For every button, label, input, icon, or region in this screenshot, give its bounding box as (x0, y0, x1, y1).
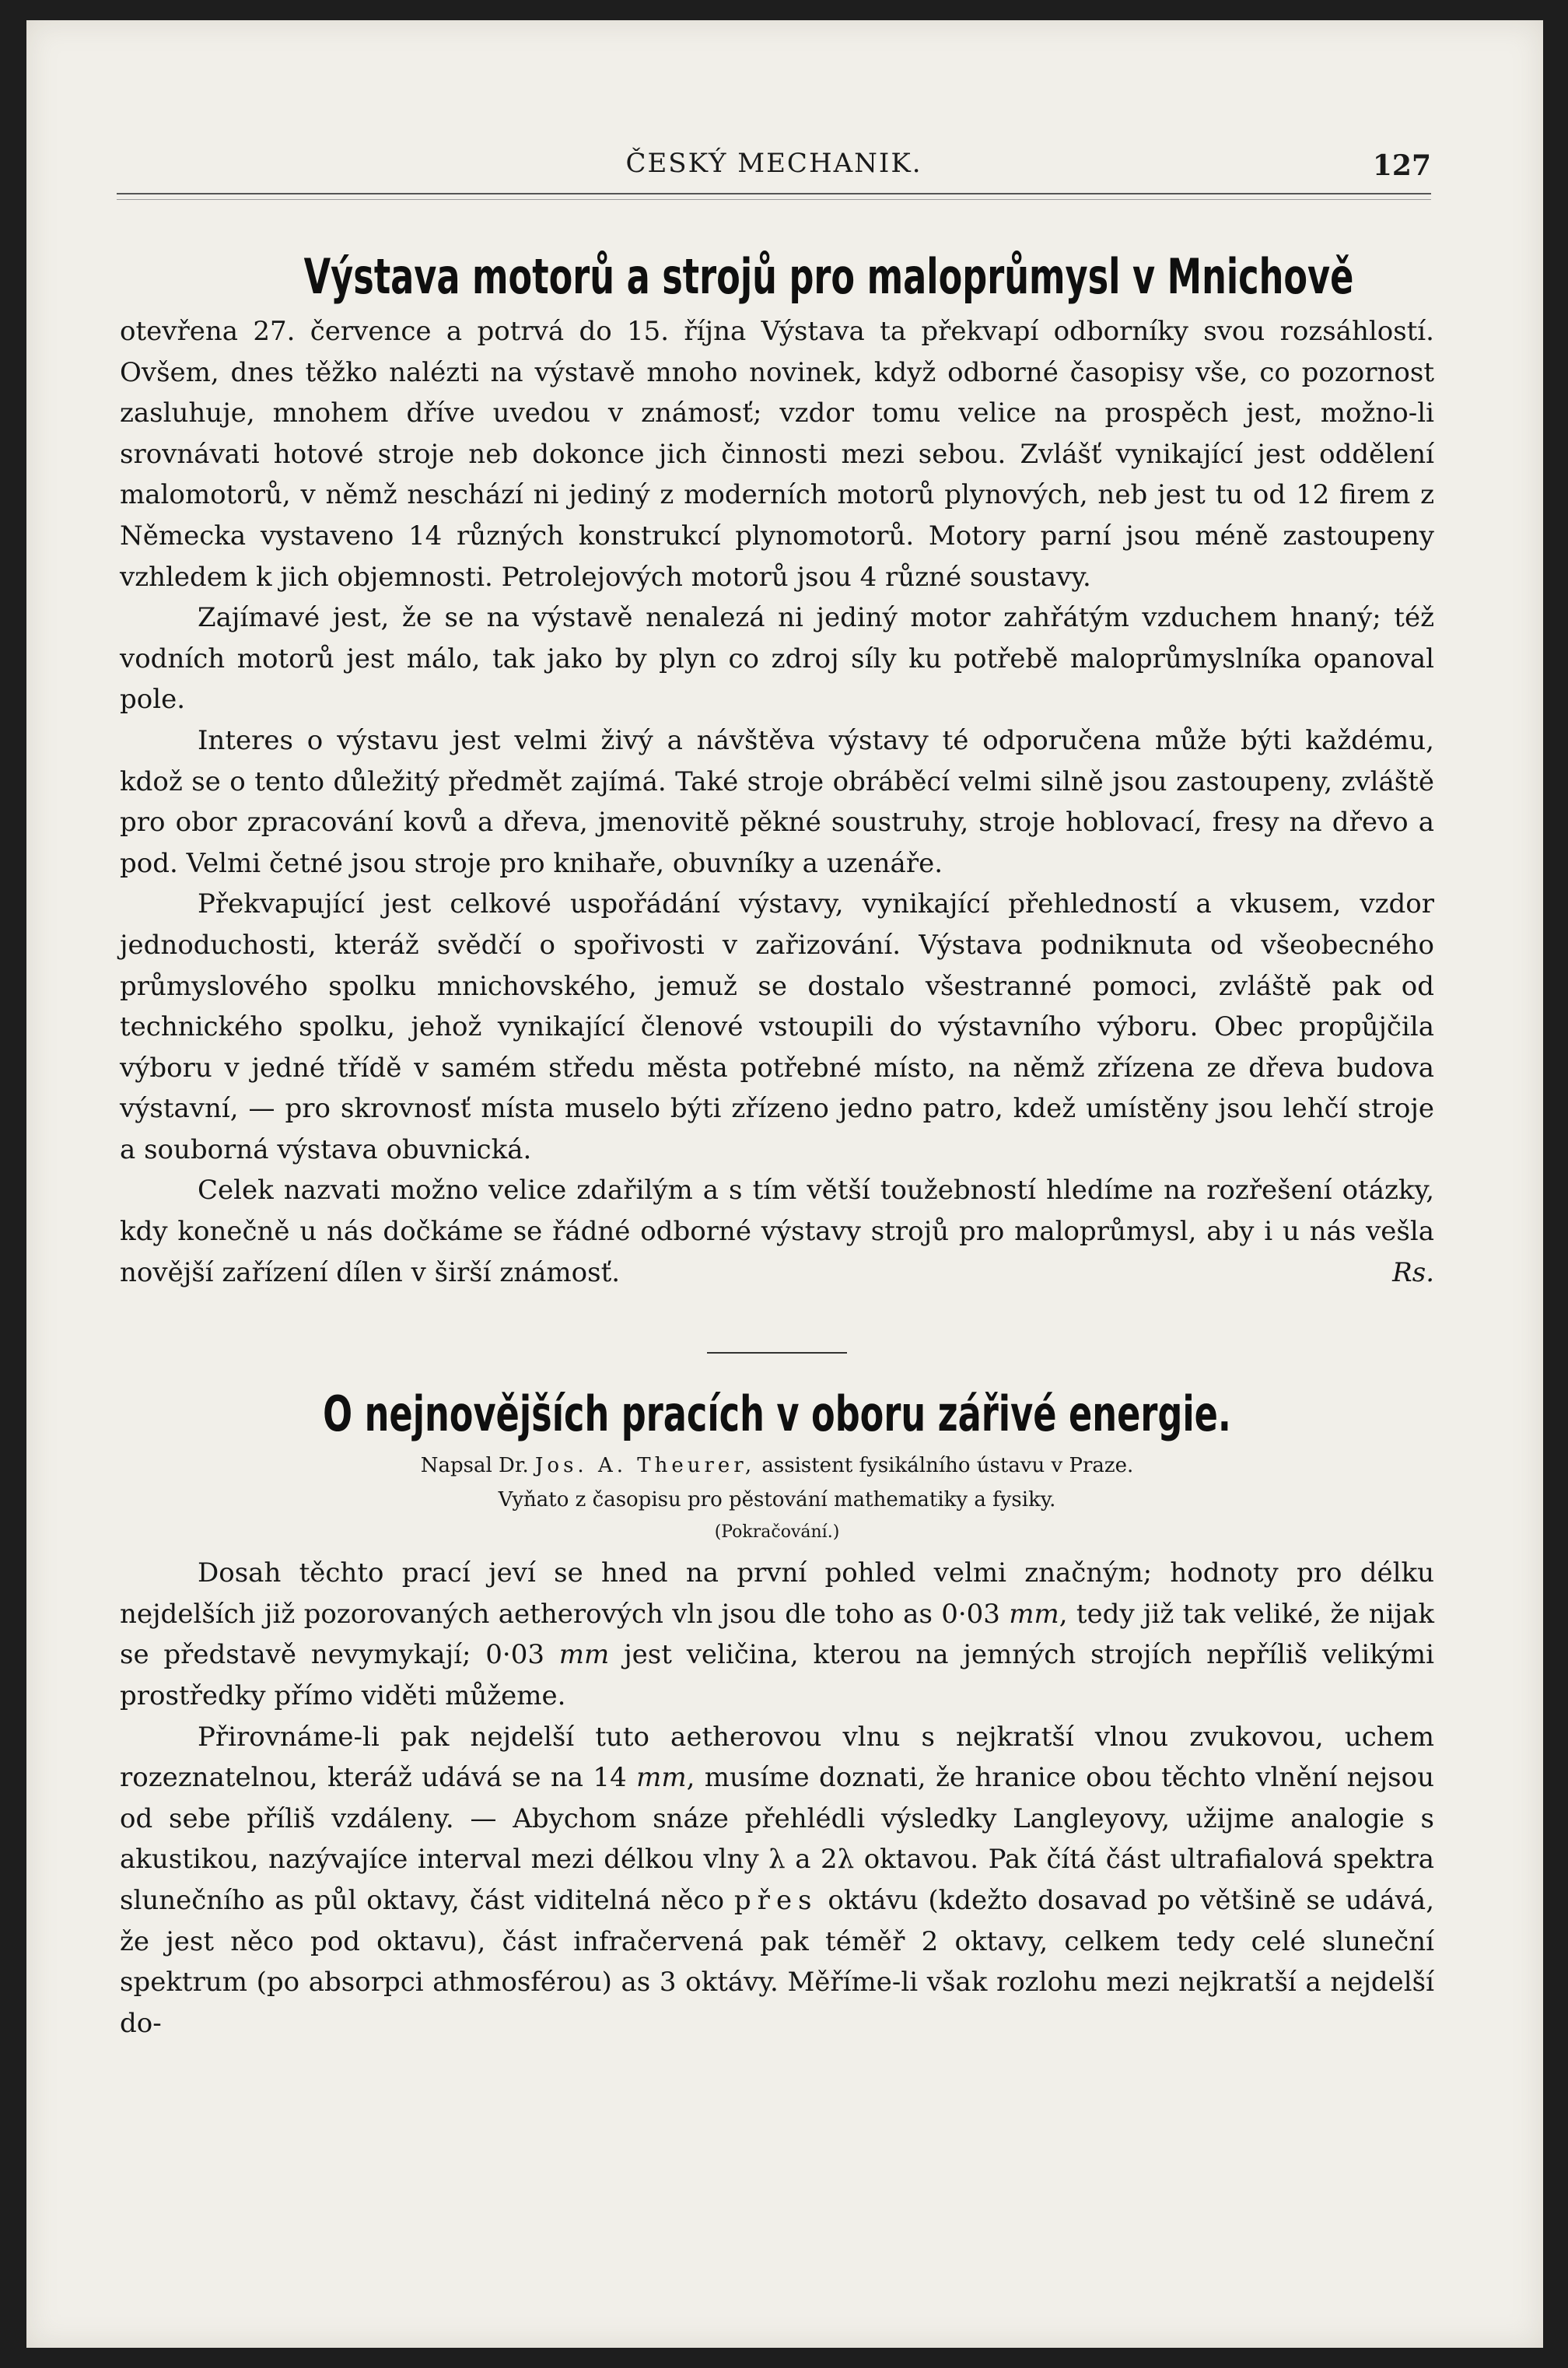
article1-paragraph: Interes o výstavu jest velmi živý a návštěva výstavy té odporučena může býti každému, kdož se o tento důležitý předmět zajímá. Také stroje obráběcí velmi silně jsou zastoupeny, zvláště pro obor zpracování kovů a dřeva, jmenovitě pěkné soustruhy, stroje hoblovací, fresy na dřevo a pod. Velmi četné jsou stroje pro knihaře, obuvníky a uzenáře. (120, 724, 1434, 879)
byline-author: Jos. A. Theurer, (535, 1454, 756, 1478)
page-content (120, 210, 1434, 2044)
page-number: 127 (1372, 149, 1431, 182)
text-run: Přirovnáme-li pak nejdelší tuto aetherovou vlnu s nejkratší vlnou zvukovou, uchem rozeznatelnou, kteráž udává se na 14 (120, 1721, 1434, 1794)
byline-prefix: Napsal Dr. (420, 1454, 529, 1478)
text-run: oktávu (kdežto dosavad po většině se udává, že jest něco pod oktavu), část infračervená pak téměř 2 oktavy, celkem tedy celé sluneční spektrum (po absorpci athmosférou) as 3 oktávy. Měříme-li však rozlohu mezi nejkratší a nejdelší do- (120, 1885, 1434, 2039)
article1-paragraph: Překvapující jest celkové uspořádání výstavy, vynikající přehledností a vkusem, vzdor jednoduchosti, kteráž svědčí o spořivosti v zařizování. Výstava podniknuta od všeobecného průmyslového spolku mnichovského, jemuž se dostalo všestranné pomoci, zvláště pak od technického spolku, jehož vynikající členové vstoupili do výstavního výboru. Obec propůjčila výboru v jedné třídě v samém středu města potřebné místo, na němž zřízena ze dřeva budova výstavní, — pro skrovnosť místa muselo býti zřízeno jedno patro, kdež umístěny jsou lehčí stroje a souborná výstava obuvnická. (120, 888, 1434, 1165)
continuation-note: (Pokračování.) (714, 1522, 840, 1543)
byline (120, 1448, 1434, 1483)
text-run: jest veličina, kterou na jemných strojích nepříliš velikými prostředky přímo viděti můžeme. (120, 1639, 1434, 1712)
article1-last-paragraph (120, 1170, 1434, 1293)
text-run: , tedy již tak veliké, že nijak se představě nevymykají; 0·03 (120, 1598, 1434, 1671)
header-rule (117, 193, 1431, 194)
running-head (117, 140, 1431, 187)
article1-paragraph: Zajímavé jest, že se na výstavě nenalezá ni jediný motor zahřátým vzduchem hnaný; též vodních motorů jest málo, tak jako by plyn co zdroj síly ku potřebě maloprůmyslníka opanoval pole. (120, 602, 1434, 716)
text-run: Dosah těchto prací jeví se hned na první pohled velmi značným; hodnoty pro délku nejdelších již pozorovaných aetherových vln jsou dle toho as 0·03 (120, 1557, 1434, 1630)
unit-mm: mm (1009, 1598, 1059, 1630)
unit-mm: mm (636, 1762, 687, 1794)
byline-affiliation: assistent fysikálního ústavu v Praze. (761, 1454, 1134, 1478)
article1-paragraph-text: Celek nazvati možno velice zdařilým a s tím větší toužebností hledíme na rozřešení otázky, kdy konečně u nás dočkáme se řádné odborné výstavy strojů pro maloprůmysl, aby i u nás vešla novější zařízení dílen v širší známosť. (120, 1175, 1434, 1288)
article1-paragraph: otevřena 27. července a potrvá do 15. října Výstava ta překvapí odborníky svou rozsáhlostí. Ovšem, dnes těžko nalézti na výstavě mnoho novinek, když odborné časopisy vše, co pozornost zasluhuje, mnohem dříve uvedou v známosť; vzdor tomu velice na prospěch jest, možno-li srovnávati hotové stroje neb dokonce jich činnosti mezi sebou. Zvlášť vynikající jest oddělení malomotorů, v němž neschází ni jediný z moderních motorů plynových, neb jest tu od 12 firem z Německa vystaveno 14 různých konstrukcí plynomotorů. Motory parní jsou méně zastoupeny vzhledem k jich objemnosti. Petrolejových motorů jsou 4 různé soustavy. (120, 316, 1434, 593)
header-rule-thin (117, 199, 1431, 200)
article-title-exhibition: Výstava motorů a strojů pro maloprůmysl v Mnichově (303, 248, 1354, 305)
unit-mm: mm (558, 1639, 610, 1671)
text-run: , musíme doznati, že hranice obou těchto vlnění nejsou od sebe příliš vzdáleny. — Abychom snáze přehlédli výsledky Langleyovy, užijme analogie s akustikou, nazývajíce interval mezi délkou vlny λ a 2λ oktavou. Pak čítá část ultrafialová spektra slunečního as půl oktavy, část viditelná něco (120, 1762, 1434, 1916)
article-separator (707, 1352, 847, 1354)
article-title-radiant-energy: O nejnovějších pracích v oboru zářivé energie. (323, 1385, 1231, 1443)
running-title: ČESKÝ MECHANIK. (625, 148, 922, 179)
source-note: Vyňato z časopisu pro pěstování mathematiky a fysiky. (498, 1488, 1056, 1512)
article2-paragraph (120, 1717, 1434, 2044)
emphasized-word: přes (733, 1885, 818, 1916)
article2-paragraph (120, 1553, 1434, 1716)
author-signature: Rs. (1392, 1256, 1434, 1288)
